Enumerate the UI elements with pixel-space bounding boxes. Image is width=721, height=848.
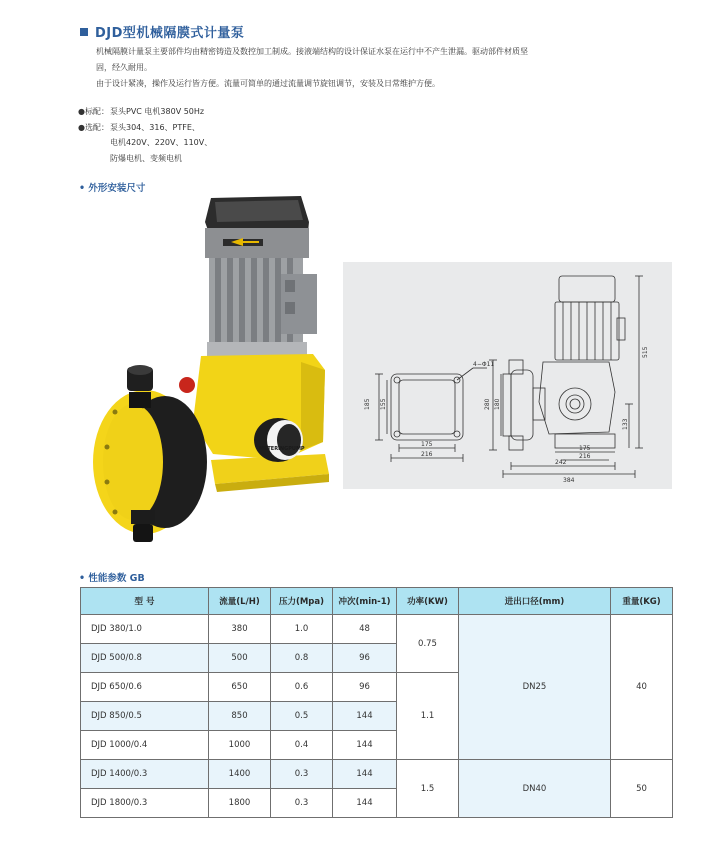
cell-model: DJD 1400/0.3 <box>81 760 209 789</box>
col-header-pressure: 压力(Mpa) <box>271 588 333 615</box>
col-header-port: 进出口径(mm) <box>459 588 611 615</box>
spec-standard-value: 泵头PVC 电机380V 50Hz <box>110 107 205 116</box>
cell-model: DJD 1000/0.4 <box>81 731 209 760</box>
pump-photo <box>93 192 333 552</box>
dim-175-left: 175 <box>421 441 433 448</box>
dimension-drawing-svg <box>343 262 672 489</box>
dim-185: 185 <box>364 398 371 410</box>
cell-port: DN25 <box>459 615 611 760</box>
cell-flow: 1400 <box>209 760 271 789</box>
cell-stroke: 144 <box>333 789 397 818</box>
cell-flow: 650 <box>209 673 271 702</box>
cell-stroke: 144 <box>333 760 397 789</box>
dim-280: 280 <box>484 398 491 410</box>
spec-indent <box>78 135 110 151</box>
cell-flow: 1000 <box>209 731 271 760</box>
cell-flow: 500 <box>209 644 271 673</box>
cell-pressure: 1.0 <box>271 615 333 644</box>
dim-515: 515 <box>642 346 649 358</box>
cell-stroke: 144 <box>333 731 397 760</box>
cell-stroke: 96 <box>333 644 397 673</box>
col-header-model: 型 号 <box>81 588 209 615</box>
spec-optional-value: 泵头304、316、PTFE、 <box>110 122 200 132</box>
cell-flow: 850 <box>209 702 271 731</box>
cell-pressure: 0.8 <box>271 644 333 673</box>
col-header-stroke: 冲次(min-1) <box>333 588 397 615</box>
cell-model: DJD 650/0.6 <box>81 673 209 702</box>
table-row <box>81 615 673 644</box>
intro-line: 机械隔膜计量泵主要部件均由精密铸造及数控加工制成。接液端结构的设计保证水泵在运行中不产生泄漏。驱动部件材质坚 <box>96 47 528 56</box>
dim-216-left: 216 <box>421 451 433 458</box>
cell-pressure: 0.3 <box>271 789 333 818</box>
cell-stroke: 48 <box>333 615 397 644</box>
cell-flow: 380 <box>209 615 271 644</box>
dim-133: 133 <box>622 418 629 430</box>
page-title: DJD型机械隔膜式计量泵 <box>95 26 245 41</box>
dim-384: 384 <box>563 477 575 484</box>
cell-model: DJD 1800/0.3 <box>81 789 209 818</box>
dim-242: 242 <box>555 459 567 466</box>
cell-weight: 50 <box>611 760 673 818</box>
cell-stroke: 96 <box>333 673 397 702</box>
cell-model: DJD 380/1.0 <box>81 615 209 644</box>
dimension-drawing <box>343 262 672 489</box>
cell-stroke: 144 <box>333 702 397 731</box>
cell-model: DJD 850/0.5 <box>81 702 209 731</box>
spec-optional-label: ●选配： <box>78 122 109 132</box>
table-header-row <box>81 588 673 615</box>
dim-155: 155 <box>380 398 387 410</box>
pump-brand-label: METERINGPUMP <box>259 446 305 452</box>
spec-indent <box>78 151 110 167</box>
spec-optional-value: 防爆电机、变频电机 <box>110 153 182 163</box>
dim-holes: 4−Φ11 <box>473 361 495 368</box>
cell-model: DJD 500/0.8 <box>81 644 209 673</box>
cell-pressure: 0.4 <box>271 731 333 760</box>
intro-line: 固，经久耐用。 <box>96 63 152 72</box>
dim-175-right: 175 <box>579 445 591 452</box>
cell-port: DN40 <box>459 760 611 818</box>
cell-pressure: 0.6 <box>271 673 333 702</box>
spec-standard <box>78 104 212 120</box>
cell-power: 1.1 <box>397 673 459 760</box>
title-square-icon <box>80 28 88 36</box>
cell-pressure: 0.3 <box>271 760 333 789</box>
cell-pressure: 0.5 <box>271 702 333 731</box>
cell-power: 0.75 <box>397 615 459 673</box>
table-row <box>81 760 673 789</box>
intro-paragraph <box>96 44 656 92</box>
spec-optional-cont <box>78 135 212 151</box>
cell-flow: 1800 <box>209 789 271 818</box>
spec-optional <box>78 120 212 136</box>
col-header-power: 功率(KW) <box>397 588 459 615</box>
spec-optional-cont <box>78 151 212 167</box>
spec-list <box>78 104 212 166</box>
dim-216-right: 216 <box>579 453 591 460</box>
performance-table <box>80 587 673 818</box>
section-performance: • 性能参数 GB <box>79 573 145 584</box>
cell-power: 1.5 <box>397 760 459 818</box>
col-header-flow: 流量(L/H) <box>209 588 271 615</box>
col-header-weight: 重量(KG) <box>611 588 673 615</box>
spec-optional-value: 电机420V、220V、110V、 <box>110 138 213 147</box>
section-dimensions: • 外形安装尺寸 <box>79 183 146 194</box>
spec-standard-label: ●标配： <box>78 107 109 116</box>
dim-180: 180 <box>494 398 501 410</box>
cell-weight: 40 <box>611 615 673 760</box>
intro-line: 由于设计紧凑，操作及运行皆方便。流量可简单的通过流量调节旋钮调节，安装及日常维护方便。 <box>96 79 440 88</box>
title-block <box>80 22 244 41</box>
